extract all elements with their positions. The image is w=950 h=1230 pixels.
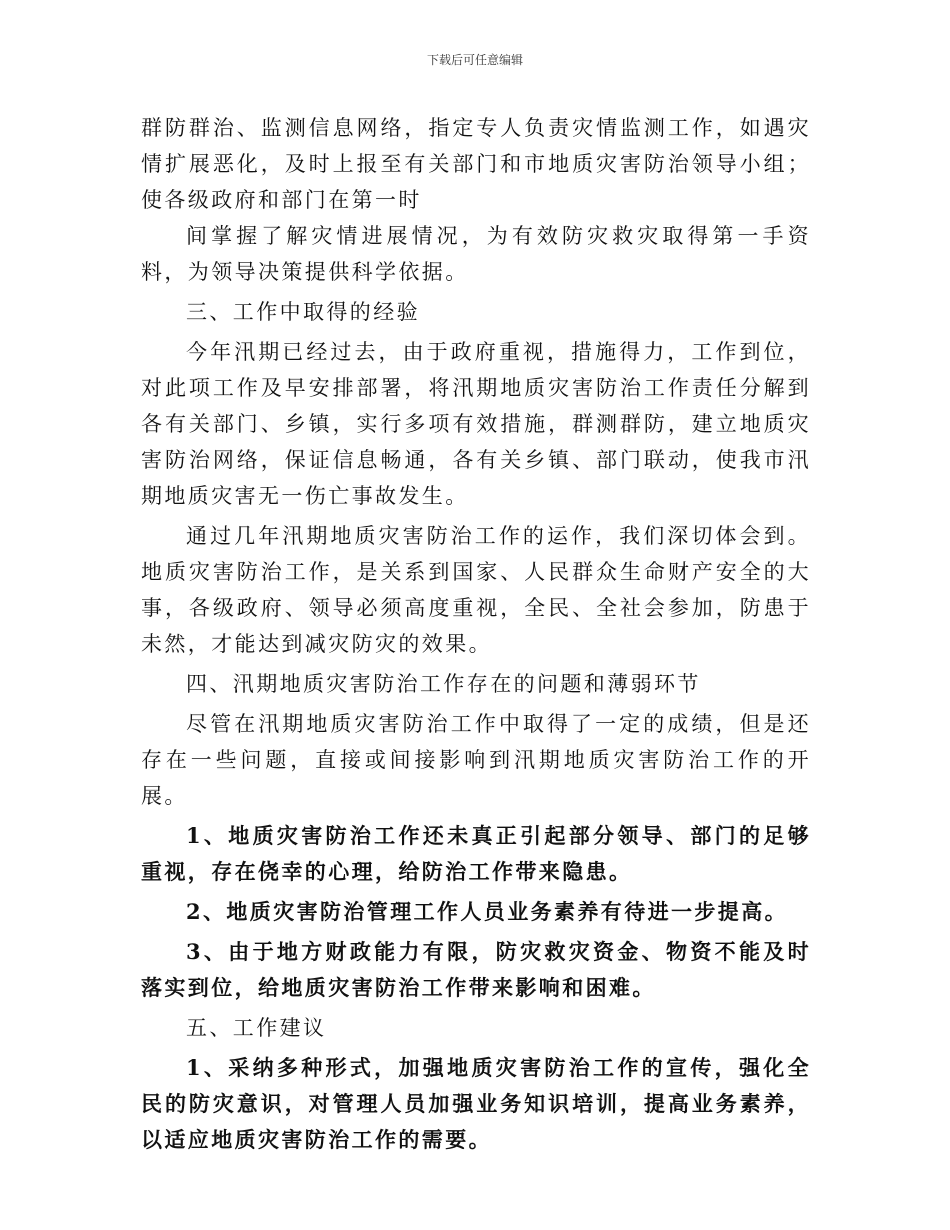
- suggestion-item-1: 1、采纳多种形式，加强地质灾害防治工作的宣传，强化全民的防灾意识，对管理人员加强业务知识培训，提高业务素养，以适应地质灾害防治工作的需要。: [141, 1055, 811, 1152]
- paragraph-continuation: 群防群治、监测信息网络，指定专人负责灾情监测工作，如遇灾情扩展恶化，及时上报至有关部门和市地质灾害防治领导小组；使各级政府和部门在第一时: [141, 116, 811, 212]
- paragraph-experience-2: 通过几年汛期地质灾害防治工作的运作，我们深切体会到。地质灾害防治工作，是关系到国家、人民群众生命财产安全的大事，各级政府、领导必须高度重视，全民、全社会参加，防患于未然，才能达到减灾防灾的效果。: [141, 524, 811, 656]
- section-heading-5: 五、工作建议: [186, 1016, 327, 1040]
- problem-item-3: 3、由于地方财政能力有限，防灾救灾资金、物资不能及时落实到位，给地质灾害防治工作带来影响和困难。: [141, 939, 811, 1000]
- section-heading-3: 三、工作中取得的经验: [186, 300, 420, 324]
- paragraph-experience-1: 今年汛期已经过去，由于政府重视，措施得力，工作到位，对此项工作及早安排部署，将汛期地质灾害防治工作责任分解到各有关部门、乡镇，实行多项有效措施，群测群防，建立地质灾害防治网络，保证信息畅通，各有关乡镇、部门联动，使我市汛期地质灾害无一伤亡事故发生。: [141, 340, 811, 508]
- problem-item-1: 1、地质灾害防治工作还未真正引起部分领导、部门的足够重视，存在侥幸的心理，给防治工作带来隐患。: [141, 823, 811, 884]
- paragraph-problems-intro: 尽管在汛期地质灾害防治工作中取得了一定的成绩，但是还存在一些问题，直接或间接影响到汛期地质灾害防治工作的开展。: [141, 712, 811, 808]
- paragraph-continuation-2: 间掌握了解灾情进展情况，为有效防灾救灾取得第一手资料，为领导决策提供科学依据。: [141, 224, 811, 284]
- page-header: 下载后可任意编辑: [426, 53, 523, 67]
- problem-item-2: 2、地质灾害防治管理工作人员业务素养有待进一步提高。: [186, 899, 789, 924]
- document-body: [141, 110, 811, 1158]
- section-heading-4: 四、汛期地质灾害防治工作存在的问题和薄弱环节: [186, 672, 701, 696]
